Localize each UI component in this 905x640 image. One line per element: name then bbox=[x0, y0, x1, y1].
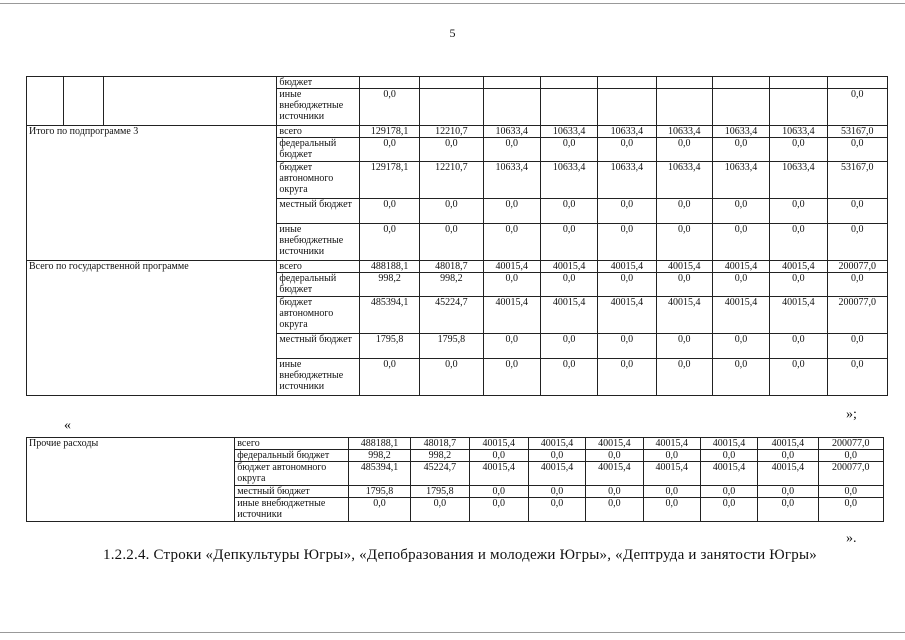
value-cell: 0,0 bbox=[540, 199, 597, 224]
value-cell: 0,0 bbox=[827, 334, 887, 359]
value-cell: 10633,4 bbox=[656, 162, 712, 199]
main-funding-table bbox=[26, 76, 888, 396]
value-cell: 0,0 bbox=[598, 359, 656, 396]
page-number: 5 bbox=[449, 26, 456, 40]
value-cell bbox=[770, 89, 827, 126]
value-cell bbox=[420, 89, 483, 126]
value-cell: 0,0 bbox=[818, 498, 883, 522]
value-cell bbox=[540, 89, 597, 126]
value-cell: 1795,8 bbox=[411, 486, 469, 498]
value-cell: 0,0 bbox=[827, 138, 887, 162]
value-cell: 0,0 bbox=[818, 486, 883, 498]
value-cell: 0,0 bbox=[586, 486, 643, 498]
table-row bbox=[27, 77, 888, 89]
value-cell: 0,0 bbox=[420, 359, 483, 396]
value-cell: 40015,4 bbox=[483, 297, 540, 334]
value-cell: 0,0 bbox=[528, 486, 585, 498]
funding-source-cell: бюджет автономного округа bbox=[235, 462, 349, 486]
value-cell: 0,0 bbox=[420, 138, 483, 162]
value-cell: 48018,7 bbox=[420, 261, 483, 273]
value-cell: 40015,4 bbox=[528, 462, 585, 486]
funding-source-cell: всего bbox=[277, 261, 359, 273]
value-cell: 0,0 bbox=[700, 450, 757, 462]
value-cell bbox=[712, 89, 769, 126]
value-cell: 998,2 bbox=[420, 273, 483, 297]
funding-source-cell: всего bbox=[235, 438, 349, 450]
value-cell: 40015,4 bbox=[656, 261, 712, 273]
value-cell: 0,0 bbox=[770, 224, 827, 261]
value-cell bbox=[359, 77, 419, 89]
funding-source-cell: местный бюджет bbox=[277, 334, 359, 359]
row-label-cell bbox=[64, 77, 104, 126]
value-cell: 0,0 bbox=[359, 359, 419, 396]
closing-quote-2: ». bbox=[846, 531, 857, 546]
value-cell: 10633,4 bbox=[540, 126, 597, 138]
value-cell: 40015,4 bbox=[469, 462, 528, 486]
row-group-label: Всего по государственной программе bbox=[27, 261, 277, 396]
value-cell: 0,0 bbox=[359, 89, 419, 126]
value-cell: 10633,4 bbox=[770, 126, 827, 138]
value-cell: 485394,1 bbox=[359, 297, 419, 334]
value-cell: 0,0 bbox=[483, 359, 540, 396]
value-cell: 0,0 bbox=[540, 334, 597, 359]
value-cell: 0,0 bbox=[540, 359, 597, 396]
value-cell bbox=[712, 77, 769, 89]
value-cell: 0,0 bbox=[758, 498, 818, 522]
value-cell: 45224,7 bbox=[420, 297, 483, 334]
value-cell: 129178,1 bbox=[359, 162, 419, 199]
value-cell: 0,0 bbox=[656, 334, 712, 359]
value-cell: 0,0 bbox=[483, 224, 540, 261]
value-cell: 0,0 bbox=[827, 359, 887, 396]
value-cell: 10633,4 bbox=[483, 126, 540, 138]
value-cell: 0,0 bbox=[540, 224, 597, 261]
value-cell: 53167,0 bbox=[827, 126, 887, 138]
value-cell: 40015,4 bbox=[643, 462, 700, 486]
value-cell: 40015,4 bbox=[540, 261, 597, 273]
value-cell: 0,0 bbox=[827, 224, 887, 261]
value-cell: 0,0 bbox=[420, 224, 483, 261]
bottom-scan-border bbox=[0, 632, 905, 633]
top-scan-border bbox=[0, 3, 905, 4]
opening-quote: « bbox=[64, 418, 71, 433]
value-cell: 10633,4 bbox=[712, 162, 769, 199]
value-cell: 0,0 bbox=[598, 138, 656, 162]
value-cell: 0,0 bbox=[770, 359, 827, 396]
value-cell: 129178,1 bbox=[359, 126, 419, 138]
value-cell: 200077,0 bbox=[827, 261, 887, 273]
value-cell: 10633,4 bbox=[598, 162, 656, 199]
row-group-label: Итого по подпрограмме 3 bbox=[27, 126, 277, 261]
value-cell: 0,0 bbox=[469, 450, 528, 462]
value-cell: 1795,8 bbox=[420, 334, 483, 359]
value-cell: 998,2 bbox=[359, 273, 419, 297]
value-cell: 0,0 bbox=[712, 273, 769, 297]
funding-source-cell: бюджет автономного округа bbox=[277, 162, 359, 199]
value-cell: 0,0 bbox=[770, 199, 827, 224]
value-cell: 0,0 bbox=[483, 273, 540, 297]
value-cell: 200077,0 bbox=[827, 297, 887, 334]
value-cell: 40015,4 bbox=[770, 297, 827, 334]
value-cell: 0,0 bbox=[420, 199, 483, 224]
value-cell: 0,0 bbox=[656, 224, 712, 261]
value-cell: 0,0 bbox=[656, 199, 712, 224]
funding-source-cell: бюджет bbox=[277, 77, 359, 89]
value-cell: 0,0 bbox=[712, 138, 769, 162]
value-cell: 0,0 bbox=[827, 89, 887, 126]
value-cell: 998,2 bbox=[348, 450, 410, 462]
value-cell: 0,0 bbox=[712, 334, 769, 359]
value-cell bbox=[598, 89, 656, 126]
value-cell: 0,0 bbox=[700, 498, 757, 522]
value-cell: 40015,4 bbox=[540, 297, 597, 334]
funding-source-cell: иные внебюджетные источники bbox=[235, 498, 349, 522]
value-cell: 0,0 bbox=[656, 359, 712, 396]
value-cell: 10633,4 bbox=[770, 162, 827, 199]
value-cell: 0,0 bbox=[758, 486, 818, 498]
value-cell: 0,0 bbox=[540, 273, 597, 297]
value-cell: 0,0 bbox=[643, 498, 700, 522]
value-cell: 40015,4 bbox=[598, 297, 656, 334]
value-cell: 0,0 bbox=[712, 199, 769, 224]
value-cell bbox=[483, 77, 540, 89]
value-cell: 0,0 bbox=[598, 273, 656, 297]
value-cell: 0,0 bbox=[540, 138, 597, 162]
value-cell: 40015,4 bbox=[758, 462, 818, 486]
value-cell: 12210,7 bbox=[420, 126, 483, 138]
value-cell: 10633,4 bbox=[656, 126, 712, 138]
value-cell: 40015,4 bbox=[598, 261, 656, 273]
value-cell: 0,0 bbox=[586, 498, 643, 522]
value-cell: 10633,4 bbox=[540, 162, 597, 199]
funding-source-cell: местный бюджет bbox=[235, 486, 349, 498]
value-cell bbox=[420, 77, 483, 89]
value-cell: 40015,4 bbox=[758, 438, 818, 450]
value-cell: 0,0 bbox=[348, 498, 410, 522]
funding-source-cell: бюджет автономного округа bbox=[277, 297, 359, 334]
value-cell: 0,0 bbox=[598, 334, 656, 359]
value-cell: 0,0 bbox=[770, 273, 827, 297]
value-cell: 0,0 bbox=[586, 450, 643, 462]
value-cell: 0,0 bbox=[712, 359, 769, 396]
value-cell: 40015,4 bbox=[656, 297, 712, 334]
funding-source-cell: иные внебюджетные источники bbox=[277, 224, 359, 261]
value-cell: 0,0 bbox=[643, 486, 700, 498]
row-label-cell bbox=[104, 77, 277, 126]
value-cell: 40015,4 bbox=[469, 438, 528, 450]
value-cell: 0,0 bbox=[598, 224, 656, 261]
value-cell: 0,0 bbox=[700, 486, 757, 498]
funding-source-cell: иные внебюджетные источники bbox=[277, 359, 359, 396]
value-cell: 0,0 bbox=[483, 334, 540, 359]
value-cell: 0,0 bbox=[770, 334, 827, 359]
value-cell: 0,0 bbox=[758, 450, 818, 462]
value-cell: 0,0 bbox=[483, 138, 540, 162]
table-row bbox=[27, 126, 888, 138]
funding-source-cell: местный бюджет bbox=[277, 199, 359, 224]
value-cell: 45224,7 bbox=[411, 462, 469, 486]
value-cell: 0,0 bbox=[770, 138, 827, 162]
value-cell: 0,0 bbox=[598, 199, 656, 224]
table-row bbox=[27, 261, 888, 273]
value-cell: 40015,4 bbox=[700, 462, 757, 486]
value-cell: 40015,4 bbox=[528, 438, 585, 450]
value-cell: 40015,4 bbox=[643, 438, 700, 450]
value-cell: 0,0 bbox=[469, 486, 528, 498]
value-cell: 40015,4 bbox=[586, 462, 643, 486]
other-expenses-table bbox=[26, 437, 884, 522]
value-cell: 488188,1 bbox=[348, 438, 410, 450]
value-cell: 0,0 bbox=[359, 199, 419, 224]
closing-quote-1: »; bbox=[846, 407, 857, 422]
value-cell bbox=[598, 77, 656, 89]
value-cell: 53167,0 bbox=[827, 162, 887, 199]
value-cell: 48018,7 bbox=[411, 438, 469, 450]
value-cell: 0,0 bbox=[359, 224, 419, 261]
value-cell: 200077,0 bbox=[818, 438, 883, 450]
value-cell: 10633,4 bbox=[483, 162, 540, 199]
value-cell bbox=[827, 77, 887, 89]
value-cell: 1795,8 bbox=[359, 334, 419, 359]
value-cell: 0,0 bbox=[483, 199, 540, 224]
value-cell: 40015,4 bbox=[712, 261, 769, 273]
funding-source-cell: всего bbox=[277, 126, 359, 138]
value-cell: 40015,4 bbox=[586, 438, 643, 450]
value-cell bbox=[483, 89, 540, 126]
value-cell: 488188,1 bbox=[359, 261, 419, 273]
row-label-cell bbox=[27, 77, 64, 126]
funding-source-cell: федеральный бюджет bbox=[277, 138, 359, 162]
value-cell: 1795,8 bbox=[348, 486, 410, 498]
value-cell: 0,0 bbox=[712, 224, 769, 261]
funding-source-cell: иные внебюджетные источники bbox=[277, 89, 359, 126]
value-cell: 40015,4 bbox=[700, 438, 757, 450]
value-cell: 0,0 bbox=[411, 498, 469, 522]
value-cell: 40015,4 bbox=[712, 297, 769, 334]
value-cell: 10633,4 bbox=[598, 126, 656, 138]
value-cell: 40015,4 bbox=[770, 261, 827, 273]
value-cell bbox=[770, 77, 827, 89]
value-cell: 0,0 bbox=[827, 199, 887, 224]
value-cell: 998,2 bbox=[411, 450, 469, 462]
funding-source-cell: федеральный бюджет bbox=[235, 450, 349, 462]
funding-source-cell: федеральный бюджет bbox=[277, 273, 359, 297]
section-paragraph: 1.2.2.4. Строки «Депкультуры Югры», «Депобразования и молодежи Югры», «Дептруда и занятости Югры» bbox=[103, 547, 817, 563]
value-cell bbox=[656, 89, 712, 126]
value-cell: 0,0 bbox=[359, 138, 419, 162]
value-cell: 0,0 bbox=[656, 138, 712, 162]
value-cell: 12210,7 bbox=[420, 162, 483, 199]
value-cell bbox=[540, 77, 597, 89]
other-expenses-label: Прочие расходы bbox=[27, 438, 235, 522]
value-cell: 0,0 bbox=[656, 273, 712, 297]
value-cell: 0,0 bbox=[643, 450, 700, 462]
table-row bbox=[27, 438, 884, 450]
value-cell: 0,0 bbox=[528, 450, 585, 462]
value-cell: 40015,4 bbox=[483, 261, 540, 273]
value-cell: 0,0 bbox=[528, 498, 585, 522]
value-cell: 200077,0 bbox=[818, 462, 883, 486]
value-cell: 0,0 bbox=[469, 498, 528, 522]
value-cell: 0,0 bbox=[827, 273, 887, 297]
value-cell: 485394,1 bbox=[348, 462, 410, 486]
value-cell: 10633,4 bbox=[712, 126, 769, 138]
value-cell: 0,0 bbox=[818, 450, 883, 462]
value-cell bbox=[656, 77, 712, 89]
